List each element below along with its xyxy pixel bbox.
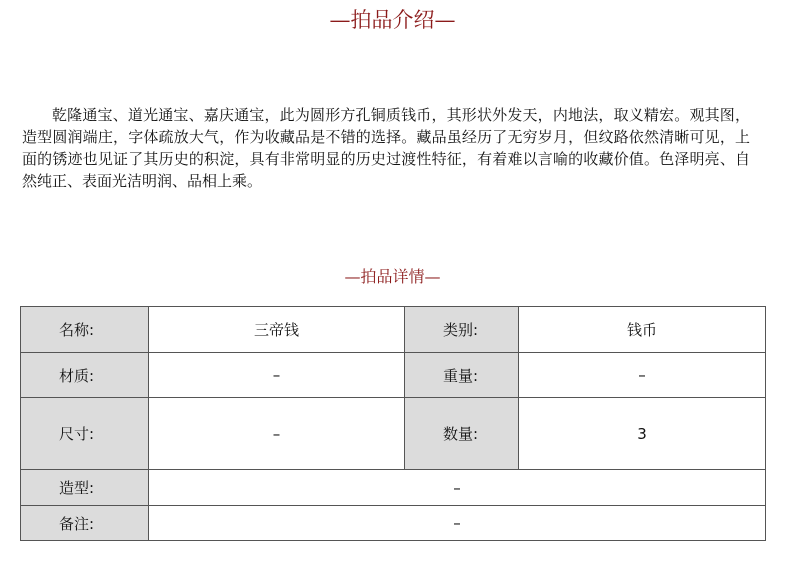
weight-label: 重量: <box>405 353 519 398</box>
intro-paragraph: 乾隆通宝、道光通宝、嘉庆通宝，此为圆形方孔铜质钱币，其形状外发天，内地法，取义精宏。观其图，造型圆润端庄，字体疏放大气，作为收藏品是不错的选择。藏品虽经历了无穷岁月，但纹路依然清晰可见，上面的锈迹也见证了其历史的积淀，具有非常明显的历史过渡性特征，有着难以言喻的收藏价值。色泽明亮、自然纯正、表面光洁明润、品相上乘。 <box>22 106 750 190</box>
table-row <box>21 353 766 398</box>
name-label: 名称: <box>21 307 149 353</box>
weight-value: – <box>519 353 766 398</box>
size-label: 尺寸: <box>21 398 149 470</box>
table-row <box>21 470 766 506</box>
category-label: 类别: <box>405 307 519 353</box>
quantity-value: 3 <box>519 398 766 470</box>
category-value: 钱币 <box>519 307 766 353</box>
table-row <box>21 398 766 470</box>
material-label: 材质: <box>21 353 149 398</box>
quantity-label: 数量: <box>405 398 519 470</box>
remark-label: 备注: <box>21 506 149 541</box>
material-value: – <box>149 353 405 398</box>
shape-value: – <box>149 470 766 506</box>
details-table <box>20 306 766 541</box>
name-value: 三帝钱 <box>149 307 405 353</box>
table-row <box>21 307 766 353</box>
table-row <box>21 506 766 541</box>
remark-value: – <box>149 506 766 541</box>
shape-label: 造型: <box>21 470 149 506</box>
size-value: – <box>149 398 405 470</box>
details-section-title: —拍品详情— <box>344 267 441 286</box>
intro-section-title: —拍品介绍— <box>329 8 456 32</box>
